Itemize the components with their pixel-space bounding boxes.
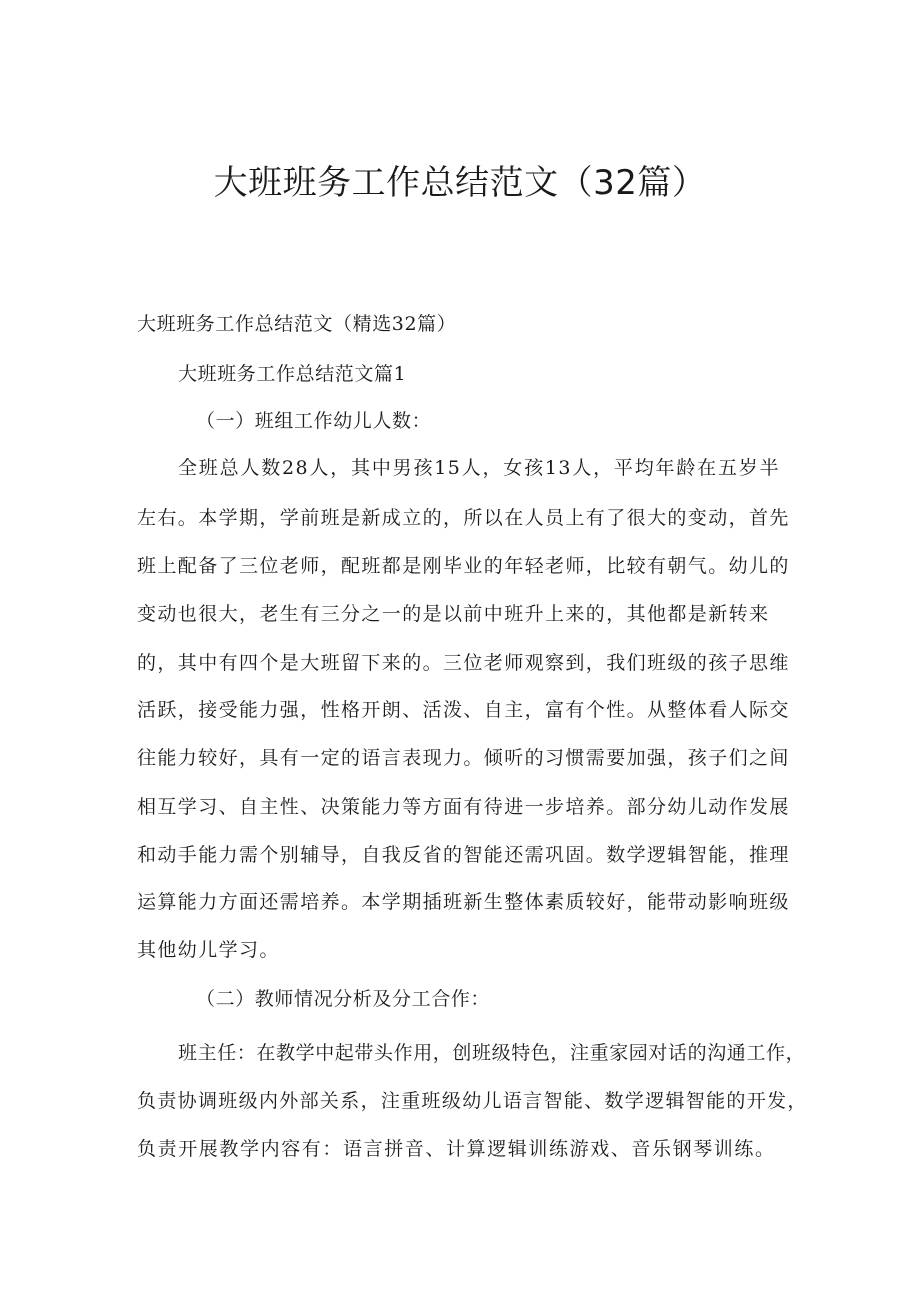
paragraph-line: 运算能力方面还需培养。本学期插班新生整体素质较好，能带动影响班级 [137,891,790,913]
paragraph-line: 班主任：在教学中起带头作用，创班级特色，注重家园对话的沟通工作， [178,1042,806,1064]
paragraph-line: 相互学习、自主性、决策能力等方面有待进一步培养。部分幼儿动作发展 [137,796,790,818]
paragraph-line: 的，其中有四个是大班留下来的。三位老师观察到，我们班级的孩子思维 [137,652,790,674]
paragraph-line: 负责开展教学内容有：语言拼音、计算逻辑训练游戏、音乐钢琴训练。 [137,1138,776,1160]
document-title: 大班班务工作总结范文（32篇） [213,163,707,203]
part2-heading: （二）教师情况分析及分工合作： [196,988,491,1010]
paragraph-line: 其他幼儿学习。 [137,939,280,961]
paragraph-line: 左右。本学期，学前班是新成立的，所以在人员上有了很大的变动，首先 [137,507,790,529]
document-subtitle: 大班班务工作总结范文（精选32篇） [137,313,457,335]
paragraph-line: 班上配备了三位老师，配班都是刚毕业的年轻老师，比较有朝气。幼儿的 [137,555,790,577]
paragraph-line: 变动也很大，老生有三分之一的是以前中班升上来的，其他都是新转来 [137,603,770,625]
section-heading: 大班班务工作总结范文篇1 [178,363,407,385]
paragraph-line: 活跃，接受能力强，性格开朗、活泼、自主，富有个性。从整体看人际交 [137,699,790,721]
part1-heading: （一）班组工作幼儿人数： [196,410,432,432]
paragraph-line: 全班总人数28人，其中男孩15人，女孩13人，平均年龄在五岁半 [178,457,780,479]
paragraph-line: 往能力较好，具有一定的语言表现力。倾听的习惯需要加强，孩子们之间 [137,747,790,769]
paragraph-line: 负责协调班级内外部关系，注重班级幼儿语言智能、数学逻辑智能的开发， [137,1090,807,1112]
paragraph-line: 和动手能力需个别辅导，自我反省的智能还需巩固。数学逻辑智能，推理 [137,844,790,866]
